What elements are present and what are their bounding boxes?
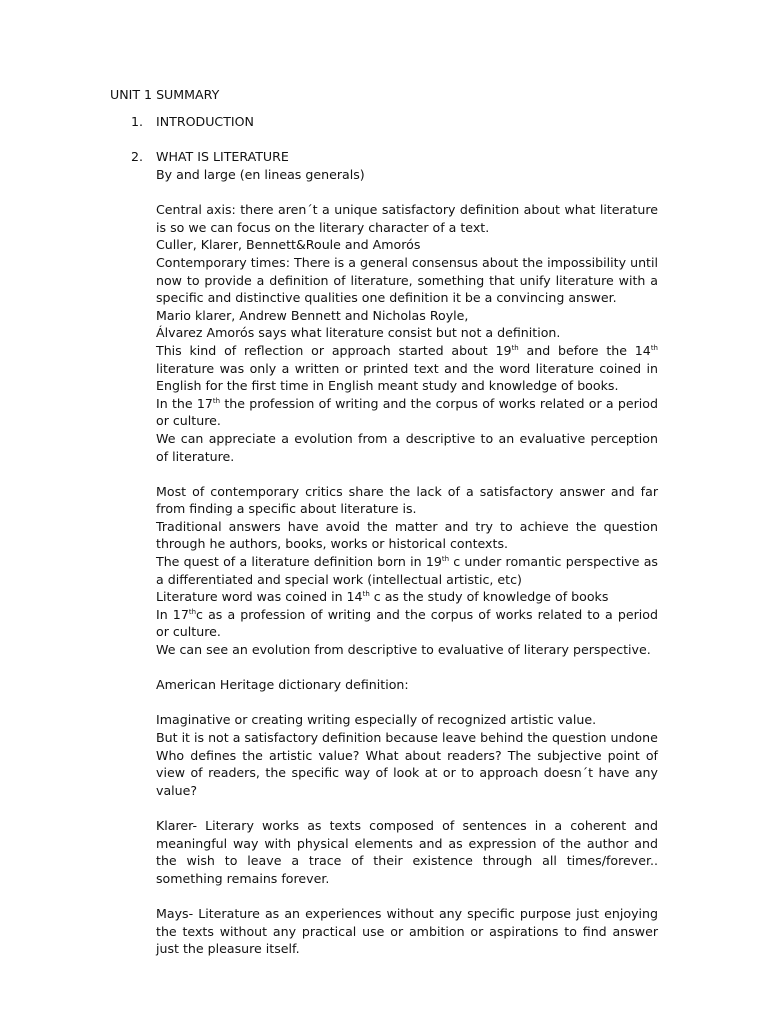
document-title: UNIT 1 SUMMARY [110,87,220,102]
paragraph: American Heritage dictionary definition: [156,677,409,693]
paragraph: Klarer- Literary works as texts composed of sentences in a coherent and meaningful way with physical elements and as expression of the author and the wish to leave a trace of their existence through all times/forever.. something remains forever. [156,817,658,886]
paragraph: Contemporary times: There is a general consensus about the impossibility until now to provide a definition of literature, something that unify literature with a specific and distinctive qualities one definition it be a convincing answer. [156,254,658,306]
paragraph: Traditional answers have avoid the matter and try to achieve the question through he authors, books, works or historical contexts. [156,518,658,552]
text-run: c under romantic perspective as a differentiated and special work (intellectual artistic, etc) [156,554,658,587]
paragraph: We can see an evolution from descriptive to evaluative of literary perspective. [156,642,651,658]
text-run: In the 17 [156,395,213,411]
text-run: The quest of a literature definition born in 19 [156,554,442,570]
paragraph: Most of contemporary critics share the lack of a satisfactory answer and far from finding a specific about literature is. [156,483,658,517]
text-run: and before the 14 [518,342,651,358]
text-run: the profession of writing and the corpus of works related or a period or culture. [156,395,658,429]
superscript: th [212,396,221,405]
paragraph [156,553,658,588]
text-run: literature was only a written or printed text and the word literature coined in English for the first time in English meant study and knowledge of books. [156,360,658,394]
paragraph: But it is not a satisfactory definition because leave behind the question undone [156,730,658,745]
paragraph: Mays- Literature as an experiences without any specific purpose just enjoying the texts without any practical use or ambition or aspirations to find answer just the pleasure itself. [156,905,658,957]
paragraph [156,342,658,395]
document-body [156,166,658,958]
paragraph: Culler, Klarer, Bennett&Roule and Amorós [156,237,421,253]
paragraph: Álvarez Amorós says what literature consist but not a definition. [156,325,561,341]
paragraph: Who defines the artistic value? What about readers? The subjective point of view of readers, the specific way of look at or to approach doesn´t have any value? [156,747,658,798]
text-run: c as the study of knowledge of books [369,589,609,605]
text-run: Literature word was coined in 14 [156,589,363,605]
text-run: In 17 [156,606,189,622]
section-number: 2. [131,149,144,164]
section-number: 1. [131,114,144,129]
superscript: th [511,343,519,352]
paragraph: We can appreciate a evolution from a descriptive to an evaluative perception of literature. [156,430,658,464]
paragraph: Central axis: there aren´t a unique satisfactory definition about what literature is so we can focus on the literary character of a text. [156,202,658,235]
paragraph [156,588,658,606]
paragraph [156,395,658,430]
text-run: c as a profession of writing and the corpus of works related to a period or culture. [156,606,658,640]
paragraph: Mario klarer, Andrew Bennett and Nicholas Royle, [156,307,469,323]
superscript: th [362,590,370,599]
paragraph [156,606,658,641]
superscript: th [441,555,450,564]
section-heading: INTRODUCTION [156,114,254,129]
text-run: This kind of reflection or approach started about 19 [156,342,512,358]
paragraph: By and large (en lineas generals) [156,167,365,182]
paragraph: Imaginative or creating writing especially of recognized artistic value. [156,712,597,728]
superscript: th [650,343,658,352]
section-heading: WHAT IS LITERATURE [156,149,289,164]
superscript: th [188,607,197,616]
